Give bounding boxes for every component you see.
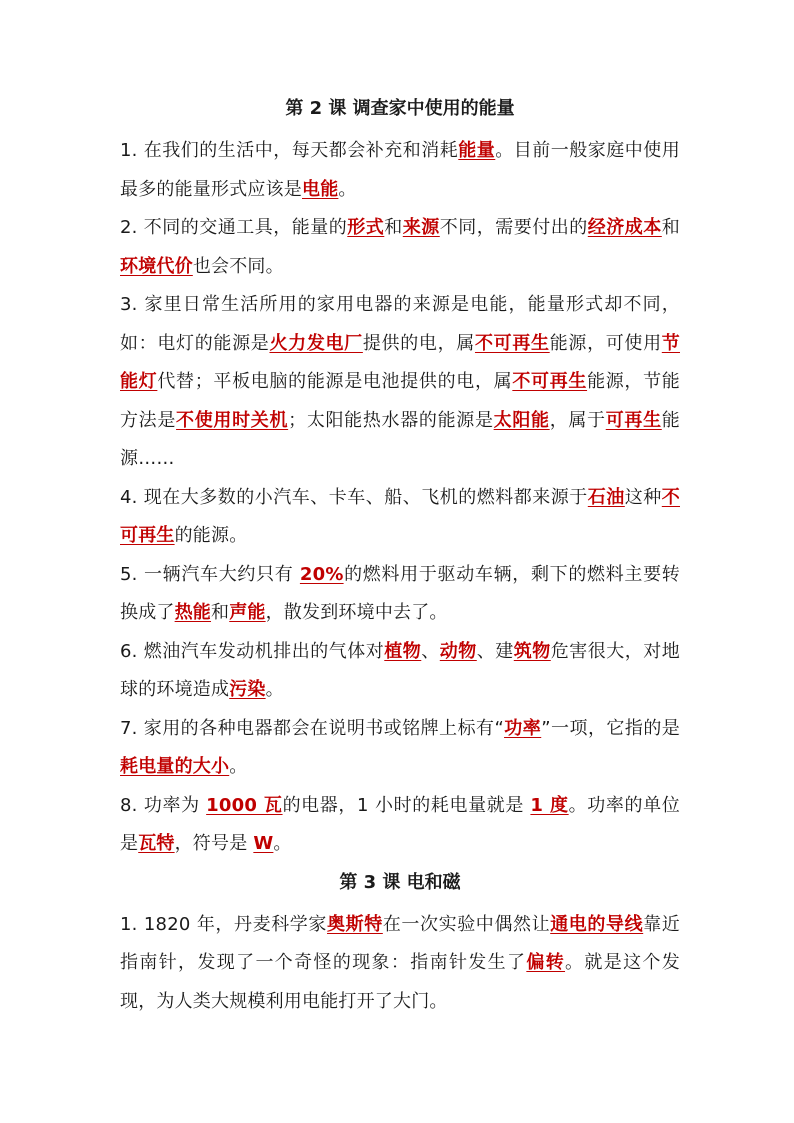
question-2	[120, 209, 680, 286]
question-1	[120, 132, 680, 209]
question-text: 2. 不同的交通工具，能量的	[120, 217, 348, 238]
answer-blank: 不可再生	[512, 371, 588, 392]
question-4	[120, 479, 680, 556]
section-3-body	[120, 906, 680, 1022]
answer-blank: 热能	[174, 602, 212, 623]
answer-blank: 石油	[587, 486, 625, 508]
document-page	[120, 96, 680, 1021]
question-text: 也会不同。	[192, 255, 284, 277]
answer-blank: 耗电量的大小	[120, 756, 230, 777]
question-text: 和	[211, 602, 230, 623]
question-text: 能源，可使用	[549, 332, 662, 354]
question-text: 7. 家用的各种电器都会在说明书或铭牌上标有“	[120, 717, 505, 739]
question-text: 在一次实验中偶然让	[382, 913, 551, 935]
question-text: 不同，需要付出的	[439, 217, 588, 238]
answer-blank: 瓦特	[138, 833, 175, 854]
answer-blank: 不使用时关机	[176, 409, 289, 431]
question-text: 这种	[624, 486, 662, 508]
answer-blank: 不可再生	[120, 486, 680, 546]
answer-blank: 节能灯	[120, 332, 680, 392]
section-2-title: 第 2 课 调查家中使用的能量	[285, 98, 515, 119]
question-s3-1	[120, 906, 680, 1022]
answer-blank: 能量	[458, 140, 496, 161]
question-text: 3. 家里日常生活所用的家用电器的来源是电能，能量形式却不同，如：电灯的能源是	[120, 294, 680, 354]
question-text: 8. 功率为	[120, 794, 207, 816]
question-text: 4. 现在大多数的小汽车、卡车、船、飞机的燃料都来源于	[120, 486, 588, 508]
question-text: 。目前一般家庭中使用最多的能量形式应该是	[120, 140, 680, 200]
question-text: 。功率的单位是	[120, 794, 680, 854]
section-3-title: 第 3 课 电和磁	[339, 871, 461, 893]
question-text: 。	[265, 679, 284, 700]
question-8	[120, 787, 680, 864]
answer-blank: 动物	[439, 640, 477, 662]
answer-blank: 奥斯特	[327, 913, 383, 935]
question-3	[120, 286, 680, 479]
section-2-body	[120, 132, 680, 864]
question-text: 1. 1820 年，丹麦科学家	[120, 913, 328, 935]
answer-blank: 经济成本	[587, 217, 662, 238]
answer-blank: 不可再生	[474, 332, 550, 354]
question-text: 6. 燃油汽车发动机排出的气体对	[120, 640, 385, 662]
answer-blank: 电能	[302, 178, 339, 200]
question-text: 、建	[476, 640, 514, 662]
question-text: ，属于	[549, 409, 606, 431]
question-text: ，符号是	[174, 833, 254, 854]
question-text: 。	[273, 833, 292, 854]
question-text: 、	[421, 640, 440, 662]
answer-blank: 植物	[384, 640, 422, 662]
question-text: 。	[229, 756, 248, 777]
answer-blank: 功率	[504, 717, 542, 739]
question-text: 。	[338, 178, 357, 200]
question-text: 的能源。	[174, 525, 248, 546]
question-7	[120, 710, 680, 787]
answer-blank: 1 度	[530, 794, 569, 816]
question-text: ，散发到环境中去了。	[265, 602, 448, 623]
question-text: 的燃料用于驱动车辆，剩下的燃料主要转换成了	[120, 563, 680, 623]
question-text: 5. 一辆汽车大约只有	[120, 563, 300, 585]
question-text: 1. 在我们的生活中，每天都会补充和消耗	[120, 140, 459, 161]
question-text: 能源……	[120, 409, 680, 469]
answer-blank: 20%	[299, 563, 344, 585]
question-text: 。就是这个发现，为人类大规模利用电能打开了大门。	[120, 952, 680, 1012]
answer-blank: 来源	[402, 217, 440, 238]
answer-blank: 筑物	[513, 640, 551, 662]
answer-blank: 通电的导线	[550, 913, 644, 935]
question-text: 危害很大，对地球的环境造成	[120, 640, 680, 700]
question-text: 代替；平板电脑的能源是电池提供的电，属	[157, 371, 513, 392]
question-text: 靠近指南针，发现了一个奇怪的现象：指南针发生了	[120, 913, 681, 973]
answer-blank: 火力发电厂	[269, 332, 363, 354]
answer-blank: 声能	[229, 602, 266, 623]
answer-blank: 环境代价	[120, 255, 193, 277]
answer-blank: 1000 瓦	[206, 794, 283, 816]
question-text: 提供的电，属	[362, 332, 475, 354]
question-text: 和	[384, 217, 403, 238]
answer-blank: 污染	[229, 679, 266, 700]
question-5	[120, 556, 680, 633]
question-text: 的电器，1 小时的耗电量就是	[282, 794, 531, 816]
question-text: 能源，节能方法是	[120, 371, 680, 431]
question-6	[120, 633, 680, 710]
question-text: ；太阳能热水器的能源是	[288, 409, 494, 431]
answer-blank: 形式	[347, 217, 385, 238]
question-text: 和	[661, 217, 680, 238]
answer-blank: W	[253, 833, 274, 854]
answer-blank: 太阳能	[493, 409, 550, 431]
answer-blank: 可再生	[605, 409, 662, 431]
answer-blank: 偏转	[526, 952, 566, 973]
question-text: ”一项，它指的是	[541, 717, 680, 739]
